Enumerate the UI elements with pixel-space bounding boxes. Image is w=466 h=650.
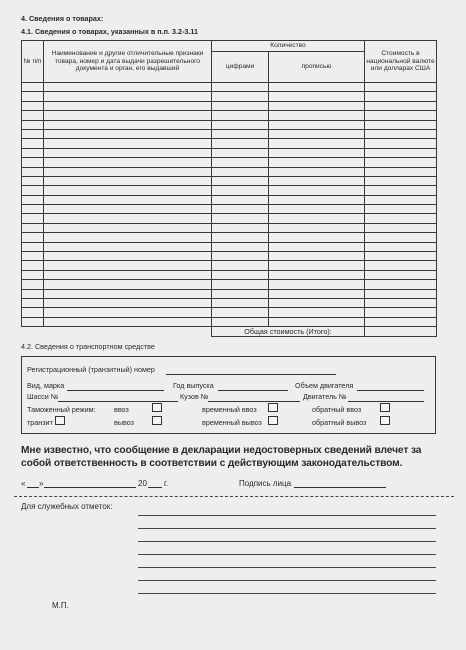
table-cell[interactable] [269, 270, 365, 279]
table-cell[interactable] [22, 111, 44, 120]
chassis-field[interactable] [58, 401, 178, 402]
table-cell[interactable] [44, 139, 212, 148]
table-cell[interactable] [44, 186, 212, 195]
customs-regime-label: Таможенный режим: [27, 405, 96, 414]
col-header-cost: Стоимость в национальной валюте или долларах США [365, 41, 437, 83]
section-4-1-title: 4.1. Сведения о товарах, указанных в п.п. 3.2-3.11 [21, 27, 198, 36]
table-cell[interactable] [365, 167, 437, 176]
table-cell[interactable] [269, 195, 365, 204]
table-cell[interactable] [22, 83, 44, 92]
table-cell[interactable] [212, 317, 269, 326]
table-cell[interactable] [22, 270, 44, 279]
table-cell[interactable] [269, 139, 365, 148]
col-header-quantity: Количество [212, 41, 365, 52]
table-cell[interactable] [44, 176, 212, 185]
table-cell[interactable] [365, 111, 437, 120]
table-row [22, 167, 437, 176]
table-cell[interactable] [44, 308, 212, 317]
notes-line[interactable] [138, 528, 436, 529]
table-cell[interactable] [365, 139, 437, 148]
table-cell[interactable] [269, 111, 365, 120]
section-4-title: 4. Сведения о товарах: [21, 14, 104, 23]
year-field[interactable] [218, 390, 288, 391]
table-row [22, 308, 437, 317]
engine-volume-label: Объем двигателя [295, 381, 354, 390]
table-cell[interactable] [44, 289, 212, 298]
signature-label: Подпись лица [239, 479, 292, 488]
notes-line[interactable] [138, 593, 436, 594]
date-year-suffix: г. [164, 479, 169, 488]
signature-field[interactable] [294, 487, 386, 488]
total-cost-label: Общая стоимость (Итого): [212, 327, 365, 337]
table-cell[interactable] [44, 111, 212, 120]
table-cell[interactable] [269, 261, 365, 270]
goods-table [21, 40, 437, 337]
temp-import-checkbox[interactable] [268, 403, 278, 412]
table-cell[interactable] [212, 298, 269, 307]
make-label: Вид, марка [27, 381, 65, 390]
table-cell[interactable] [269, 233, 365, 242]
table-cell[interactable] [212, 129, 269, 138]
year-label: Год выпуска [173, 381, 214, 390]
table-row [22, 83, 437, 92]
table-cell[interactable] [365, 186, 437, 195]
table-cell[interactable] [269, 289, 365, 298]
table-row [22, 92, 437, 101]
table-cell[interactable] [365, 176, 437, 185]
table-cell[interactable] [44, 261, 212, 270]
col-header-number: № п/п [22, 41, 44, 83]
table-row [22, 233, 437, 242]
table-cell[interactable] [22, 223, 44, 232]
table-cell[interactable] [22, 298, 44, 307]
table-cell[interactable] [365, 214, 437, 223]
table-cell[interactable] [365, 280, 437, 289]
table-cell[interactable] [269, 186, 365, 195]
table-cell[interactable] [269, 242, 365, 251]
export-label: вывоз [114, 418, 134, 427]
date-year-prefix: 20 [138, 479, 147, 488]
table-cell[interactable] [212, 148, 269, 157]
table-cell[interactable] [22, 252, 44, 261]
table-cell[interactable] [212, 214, 269, 223]
table-cell[interactable] [269, 252, 365, 261]
table-cell[interactable] [212, 270, 269, 279]
table-cell[interactable] [44, 233, 212, 242]
table-cell[interactable] [212, 139, 269, 148]
table-cell[interactable] [212, 261, 269, 270]
table-cell[interactable] [269, 101, 365, 110]
table-cell[interactable] [44, 83, 212, 92]
table-cell[interactable] [269, 92, 365, 101]
engine-label: Двигатель № [303, 392, 347, 401]
table-row [22, 158, 437, 167]
table-row [22, 242, 437, 251]
table-row [22, 252, 437, 261]
col-header-qty-words: прописью [269, 52, 365, 83]
table-cell[interactable] [44, 214, 212, 223]
transit-label: транзит [27, 418, 53, 427]
table-cell[interactable] [44, 148, 212, 157]
table-row [22, 101, 437, 110]
table-cell[interactable] [22, 101, 44, 110]
table-cell[interactable] [365, 252, 437, 261]
table-cell[interactable] [365, 158, 437, 167]
chassis-label: Шасси № [27, 392, 59, 401]
table-cell[interactable] [365, 289, 437, 298]
table-cell[interactable] [44, 298, 212, 307]
table-row [22, 186, 437, 195]
table-cell[interactable] [44, 317, 212, 326]
table-row [22, 270, 437, 279]
table-cell[interactable] [212, 289, 269, 298]
table-cell[interactable] [212, 167, 269, 176]
date-open-quote: « [21, 479, 26, 488]
col-header-name: Наименование и другие отличительные признаки товара, номер и дата выдачи разрешительного документа и орган, его выдавший [44, 41, 212, 83]
table-cell[interactable] [44, 252, 212, 261]
table-cell[interactable] [44, 158, 212, 167]
table-cell[interactable] [212, 205, 269, 214]
table-cell[interactable] [365, 83, 437, 92]
stamp-label: М.П. [52, 601, 69, 610]
table-cell[interactable] [22, 195, 44, 204]
table-cell[interactable] [212, 242, 269, 251]
table-row [22, 214, 437, 223]
notes-line[interactable] [138, 541, 436, 542]
table-cell[interactable] [22, 139, 44, 148]
reg-number-field[interactable] [166, 374, 336, 375]
table-cell[interactable] [365, 129, 437, 138]
notes-line[interactable] [138, 580, 436, 581]
notes-line[interactable] [138, 567, 436, 568]
goods-table-body [22, 83, 437, 327]
table-cell[interactable] [269, 205, 365, 214]
table-cell[interactable] [22, 158, 44, 167]
table-row [22, 195, 437, 204]
table-cell[interactable] [212, 252, 269, 261]
table-cell[interactable] [22, 148, 44, 157]
table-cell[interactable] [212, 186, 269, 195]
body-label: Кузов № [180, 392, 209, 401]
table-cell[interactable] [22, 308, 44, 317]
table-cell[interactable] [44, 242, 212, 251]
table-cell[interactable] [22, 167, 44, 176]
table-cell[interactable] [269, 158, 365, 167]
table-cell[interactable] [365, 298, 437, 307]
table-cell[interactable] [269, 176, 365, 185]
table-cell[interactable] [22, 261, 44, 270]
table-cell[interactable] [44, 270, 212, 279]
table-cell[interactable] [44, 195, 212, 204]
table-cell[interactable] [44, 129, 212, 138]
date-day-field[interactable] [27, 487, 39, 488]
table-row [22, 317, 437, 326]
table-cell[interactable] [212, 111, 269, 120]
service-notes-label: Для служебных отметок: [21, 502, 113, 511]
table-row [22, 148, 437, 157]
table-cell[interactable] [269, 317, 365, 326]
reverse-import-checkbox[interactable] [380, 403, 390, 412]
table-cell[interactable] [269, 308, 365, 317]
table-cell[interactable] [365, 233, 437, 242]
table-cell[interactable] [365, 195, 437, 204]
table-row [22, 139, 437, 148]
table-cell[interactable] [365, 270, 437, 279]
table-cell[interactable] [22, 280, 44, 289]
body-field[interactable] [208, 401, 300, 402]
table-cell[interactable] [365, 308, 437, 317]
table-row [22, 111, 437, 120]
table-cell[interactable] [22, 317, 44, 326]
reg-number-label: Регистрационный (транзитный) номер [27, 365, 155, 374]
date-year-field[interactable] [148, 487, 162, 488]
table-row [22, 223, 437, 232]
table-cell[interactable] [44, 223, 212, 232]
table-cell[interactable] [22, 233, 44, 242]
table-cell[interactable] [212, 280, 269, 289]
reverse-import-label: обратный ввоз [312, 405, 362, 414]
table-cell[interactable] [212, 195, 269, 204]
table-cell[interactable] [22, 129, 44, 138]
export-checkbox[interactable] [152, 416, 162, 425]
table-cell[interactable] [269, 83, 365, 92]
table-cell[interactable] [22, 92, 44, 101]
table-cell[interactable] [365, 148, 437, 157]
table-cell[interactable] [269, 129, 365, 138]
temp-export-label: временный вывоз [202, 418, 262, 427]
table-cell[interactable] [212, 83, 269, 92]
table-row [22, 289, 437, 298]
table-cell[interactable] [44, 205, 212, 214]
table-cell[interactable] [365, 205, 437, 214]
table-cell[interactable] [44, 101, 212, 110]
table-cell[interactable] [269, 223, 365, 232]
table-cell[interactable] [365, 120, 437, 129]
table-row [22, 176, 437, 185]
table-cell[interactable] [212, 92, 269, 101]
table-row [22, 298, 437, 307]
table-cell[interactable] [44, 120, 212, 129]
table-cell[interactable] [212, 308, 269, 317]
table-cell[interactable] [269, 167, 365, 176]
table-row [22, 120, 437, 129]
engine-volume-field[interactable] [357, 390, 424, 391]
reverse-export-label: обратный вывоз [312, 418, 367, 427]
table-cell[interactable] [365, 261, 437, 270]
notes-line[interactable] [138, 515, 436, 516]
section-4-2-title: 4.2. Сведения о транспортном средстве [21, 342, 155, 351]
table-cell[interactable] [212, 223, 269, 232]
notes-line[interactable] [138, 554, 436, 555]
date-close-quote: » [39, 479, 44, 488]
table-row [22, 261, 437, 270]
table-cell[interactable] [269, 120, 365, 129]
table-cell[interactable] [22, 214, 44, 223]
table-cell[interactable] [365, 223, 437, 232]
table-cell[interactable] [269, 214, 365, 223]
declaration-statement: Мне известно, что сообщение в декларации недостоверных сведений влечет за собой ответственность в соответствии с действующим законодательством. [21, 445, 422, 469]
table-cell[interactable] [212, 101, 269, 110]
table-row [22, 205, 437, 214]
temp-export-checkbox[interactable] [268, 416, 278, 425]
table-cell[interactable] [269, 280, 365, 289]
table-cell[interactable] [365, 317, 437, 326]
reverse-export-checkbox[interactable] [380, 416, 390, 425]
import-checkbox[interactable] [152, 403, 162, 412]
table-row [22, 129, 437, 138]
vehicle-info-box [21, 356, 436, 434]
transit-checkbox[interactable] [55, 416, 65, 425]
table-cell[interactable] [365, 242, 437, 251]
table-cell[interactable] [22, 120, 44, 129]
table-cell[interactable] [212, 233, 269, 242]
table-row [22, 280, 437, 289]
engine-field[interactable] [348, 401, 424, 402]
date-month-field[interactable] [44, 487, 136, 488]
table-cell[interactable] [22, 186, 44, 195]
table-cell[interactable] [44, 280, 212, 289]
table-cell[interactable] [212, 176, 269, 185]
table-cell[interactable] [212, 120, 269, 129]
table-cell[interactable] [269, 148, 365, 157]
table-cell[interactable] [22, 242, 44, 251]
table-cell[interactable] [212, 158, 269, 167]
cut-divider [14, 496, 454, 497]
table-cell[interactable] [44, 92, 212, 101]
total-cost-value[interactable] [365, 327, 437, 337]
make-field[interactable] [67, 390, 164, 391]
temp-import-label: временный ввоз [202, 405, 257, 414]
table-cell[interactable] [365, 101, 437, 110]
table-cell[interactable] [22, 289, 44, 298]
table-cell[interactable] [365, 92, 437, 101]
table-cell[interactable] [22, 176, 44, 185]
col-header-qty-digits: цифрами [212, 52, 269, 83]
table-cell[interactable] [44, 167, 212, 176]
table-cell[interactable] [22, 205, 44, 214]
import-label: ввоз [114, 405, 129, 414]
table-cell[interactable] [269, 298, 365, 307]
